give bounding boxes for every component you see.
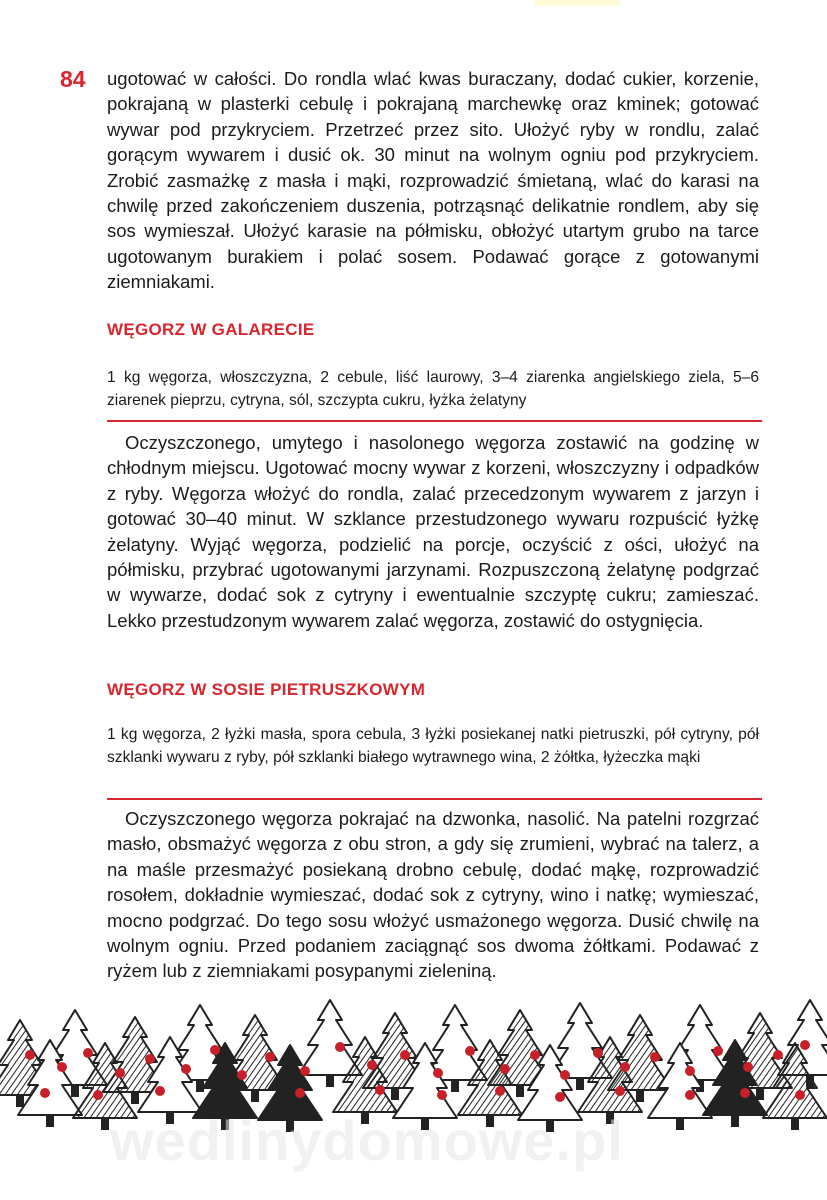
section-divider (107, 798, 762, 800)
recipe-title-wegorz-w-sosie-pietruszkowym: WĘGORZ W SOSIE PIETRUSZKOWYM (107, 680, 426, 699)
recipe-title-wegorz-w-galarecie: WĘGORZ W GALARECIE (107, 320, 315, 339)
recipe-ingredients-wegorz-w-sosie-pietruszkowym: 1 kg węgorza, 2 łyżki masła, spora cebula, 3 łyżki posiekanej natki pietruszki, pół cytryny, pół szklanki wywaru z ryby, pół szklanki białego wytrawnego wina, 2 żółtka, łyżeczka mąki (107, 726, 759, 766)
page-top-tab (535, 0, 620, 6)
recipe-ingredients-wegorz-w-galarecie: 1 kg węgorza, włoszczyzna, 2 cebule, liść laurowy, 3–4 ziarenka angielskiego ziela, 5–6 ziarenek pieprzu, cytryna, sól, szczypta cukru, łyżka żelatyny (107, 369, 759, 409)
section-divider (107, 420, 762, 422)
recipe-instructions-wegorz-w-galarecie: Oczyszczonego, umytego i nasolonego węgorza zostawić na godzinę w chłodnym miejscu. Ugotować mocny wywar z korzeni, włoszczyzny i odpadków z ryby. Węgorza włożyć do rondla, zalać przecedzonym wywarem z jarzyn i gotować 30–40 minut. W szklance przestudzonego wywaru rozpuścić łyżkę żelatyny. Wyjąć węgorza, podzielić na porcje, oczyścić z ości, ułożyć na półmisku, przybrać ugotowanymi jarzynami. Rozpuszczoną żelatynę podgrzać w wywarze, dodać sok z cytryny i ewentualnie szczyptę cukru; zamieszać. Lekko przestudzonym wywarem zalać węgorza, zostawić do ostygnięcia. (107, 432, 759, 631)
recipe-instructions-wegorz-w-sosie-pietruszkowym: Oczyszczonego węgorza pokrajać na dzwonka, nasolić. Na patelni rozgrzać masło, obsmażyć węgorza z obu stron, a gdy się zrumieni, wybrać na talerz, a na maśle przesmażyć posiekaną drobno cebulę, dodać mąkę, rozprowadzić rosołem, dokładnie wymieszać, dodać sok z cytryny, wino i natkę; wymieszać, mocno podgrzać. Do tego sosu włożyć usmażonego węgorza. Dusić chwilę na wolnym ogniu. Przed podaniem zaciągnąć sos dwoma żółtkami. Podawać z ryżem lub z ziemniakami posypanymi zieleniną. (107, 808, 759, 982)
watermark-text: wedlinydomowe.pl (110, 1109, 624, 1172)
intro-paragraph: ugotować w całości. Do rondla wlać kwas buraczany, dodać cukier, korzenie, pokrajaną w plasterki cebulę i pokrajaną marchewkę oraz kminek; gotować wywar pod przykryciem. Przetrzeć przez sito. Ułożyć ryby w rondlu, zalać gorącym wywarem i dusić ok. 30 minut na wolnym ogniu pod przykryciem. Zrobić zasmażkę z masła i mąki, rozprowadzić śmietaną, wlać do karasi na chwilę przed zakończeniem duszenia, potrząsnąć delikatnie rondlem, aby się sos wymieszał. Ułożyć karasie na półmisku, obłożyć utartym grubo na tarce ugotowanym burakiem i polać sosem. Podawać gorące z gotowanymi ziemniakami. (107, 68, 759, 293)
page-number: 84 (60, 66, 86, 92)
